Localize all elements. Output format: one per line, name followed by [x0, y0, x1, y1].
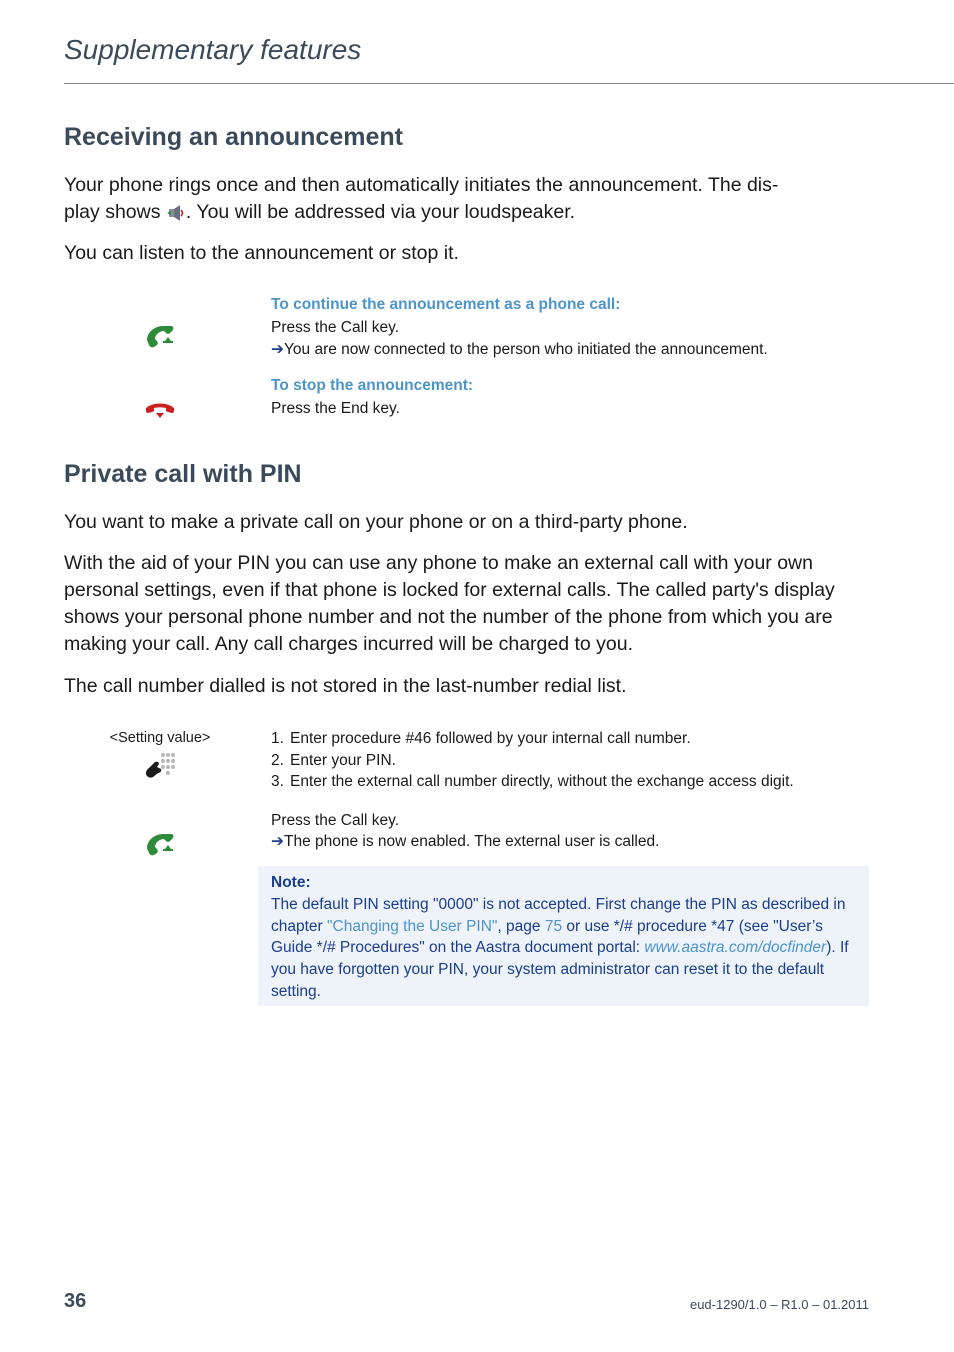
list-item: 2. Enter your PIN.: [271, 751, 396, 769]
page-number: 36: [64, 1290, 87, 1312]
result-arrow-icon: ➔: [271, 341, 284, 358]
section1-para1-line1: Your phone rings once and then automatically initiates the announcement. The dis-: [64, 174, 779, 196]
section-heading-receiving-announcement: Receiving an announcement: [64, 123, 403, 151]
section2-paragraph-1: You want to make a private call on your phone or on a third-party phone.: [64, 511, 688, 533]
section1-paragraph-2: You can listen to the announcement or stop it.: [64, 242, 459, 264]
keypad-icon: [100, 752, 220, 778]
note-text: The default PIN setting "0000" is not accepted. First change the PIN as described in chapter "Changing the User PIN", page 75 or use */# procedure *47 (see "User’s Guide */# Procedures" on the Aastra document portal: www.aastra.com/docfinder). If you have forgotten your PIN, your system administrator can reset it to the default setting.: [271, 895, 849, 1000]
step-result-enabled: [271, 831, 659, 853]
step-result-connected-text: You are now connected to the person who initiated the announcement.: [284, 341, 768, 358]
note-box: [258, 866, 869, 1006]
section1-para1-line2a: play shows: [64, 201, 166, 223]
procedure-steps-list: [271, 728, 794, 793]
result-arrow-icon: ➔: [271, 833, 284, 850]
announcement-icon: [166, 205, 186, 221]
list-item: 1. Enter procedure #46 followed by your internal call number.: [271, 730, 691, 747]
note-title: Note:: [271, 874, 311, 891]
section1-paragraph-1: [64, 172, 874, 226]
section2-paragraph-2: With the aid of your PIN you can use any phone to make an external call with your own personal settings, even if that phone is locked for external calls. The called party's display shows your personal phone number and not the number of the phone from which you are making your call. Any call charges incurred will be charged to you.: [64, 552, 835, 655]
page-header-title: Supplementary features: [64, 34, 362, 65]
section1-para1-line2b: . You will be addressed via your loudspeaker.: [185, 201, 576, 223]
step-text-press-call-2: Press the Call key.: [271, 812, 400, 829]
link-aastra-docfinder[interactable]: www.aastra.com/docfinder: [644, 939, 827, 957]
step-text-press-call: Press the Call key.: [271, 319, 400, 336]
section2-paragraph-3: The call number dialled is not stored in the last-number redial list.: [64, 675, 627, 697]
step-heading-continue: To continue the announcement as a phone call:: [271, 296, 621, 313]
link-page-75[interactable]: 75: [544, 917, 563, 935]
step-heading-stop: To stop the announcement:: [271, 377, 474, 394]
list-item: 3. Enter the external call number directly, without the exchange access digit.: [271, 773, 794, 790]
step-text-press-end: Press the End key.: [271, 400, 400, 417]
header-divider: [64, 83, 954, 84]
step-result-enabled-text: The phone is now enabled. The external user is called.: [284, 833, 660, 850]
section-heading-private-call: Private call with PIN: [64, 460, 302, 488]
setting-value-label: <Setting value>: [109, 730, 211, 746]
document-reference: eud-1290/1.0 – R1.0 – 01.2011: [689, 1297, 869, 1312]
call-key-icon-2: [100, 830, 220, 856]
step-result-connected: [271, 339, 768, 361]
call-key-icon: [100, 322, 220, 348]
end-key-icon: [100, 400, 220, 420]
link-changing-user-pin[interactable]: "Changing the User PIN": [327, 917, 498, 935]
